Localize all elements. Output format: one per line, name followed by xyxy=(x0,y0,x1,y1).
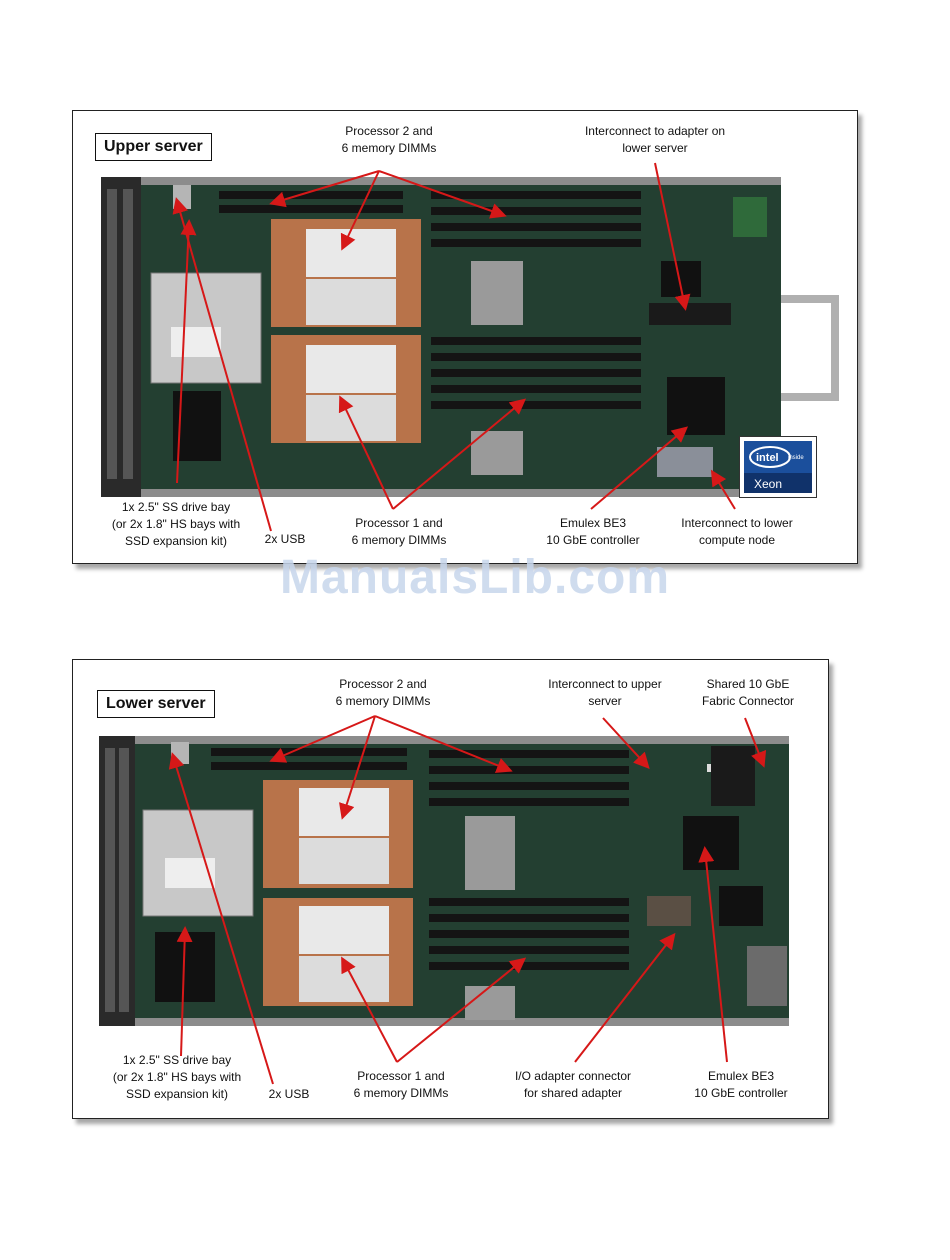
lower-label-emulex: Emulex BE3 10 GbE controller xyxy=(694,1069,788,1100)
upper-server-figure xyxy=(72,110,858,564)
svg-text:Xeon: Xeon xyxy=(754,477,783,491)
lower-server-figure xyxy=(72,659,829,1119)
upper-label-interconnect-adapter: Interconnect to adapter on lower server xyxy=(584,124,726,155)
lower-label-processor2: Processor 2 and 6 memory DIMMs xyxy=(335,677,431,708)
svg-text:intel: intel xyxy=(756,452,779,464)
lower-label-drive-bay: 1x 2.5" SS drive bay (or 2x 1.8" HS bays with SSD expansion kit) xyxy=(112,1053,242,1101)
lower-label-fabric-connector: Shared 10 GbE Fabric Connector xyxy=(701,677,795,708)
lower-label-processor1: Processor 1 and 6 memory DIMMs xyxy=(353,1069,449,1100)
lower-board-photo xyxy=(99,736,799,1026)
intel-xeon-logo xyxy=(739,436,817,498)
watermark: ManualsLib.com xyxy=(279,551,671,604)
upper-label-emulex: Emulex BE3 10 GbE controller xyxy=(546,516,640,547)
lower-label-usb: 2x USB xyxy=(268,1087,310,1101)
upper-label-drive-bay: 1x 2.5" SS drive bay (or 2x 1.8" HS bays with SSD expansion kit) xyxy=(111,500,241,548)
upper-server-title: Upper server xyxy=(95,133,212,161)
upper-board-photo xyxy=(101,177,846,497)
upper-label-usb: 2x USB xyxy=(264,532,306,546)
lower-label-io-adapter: I/O adapter connector for shared adapter xyxy=(514,1069,632,1100)
lower-label-interconnect-upper: Interconnect to upper server xyxy=(548,677,662,708)
upper-label-interconnect-lower: Interconnect to lower compute node xyxy=(681,516,793,547)
lower-server-title: Lower server xyxy=(97,690,215,718)
upper-label-processor1: Processor 1 and 6 memory DIMMs xyxy=(351,516,447,547)
svg-text:inside: inside xyxy=(788,455,804,461)
upper-label-processor2: Processor 2 and 6 memory DIMMs xyxy=(341,124,437,155)
